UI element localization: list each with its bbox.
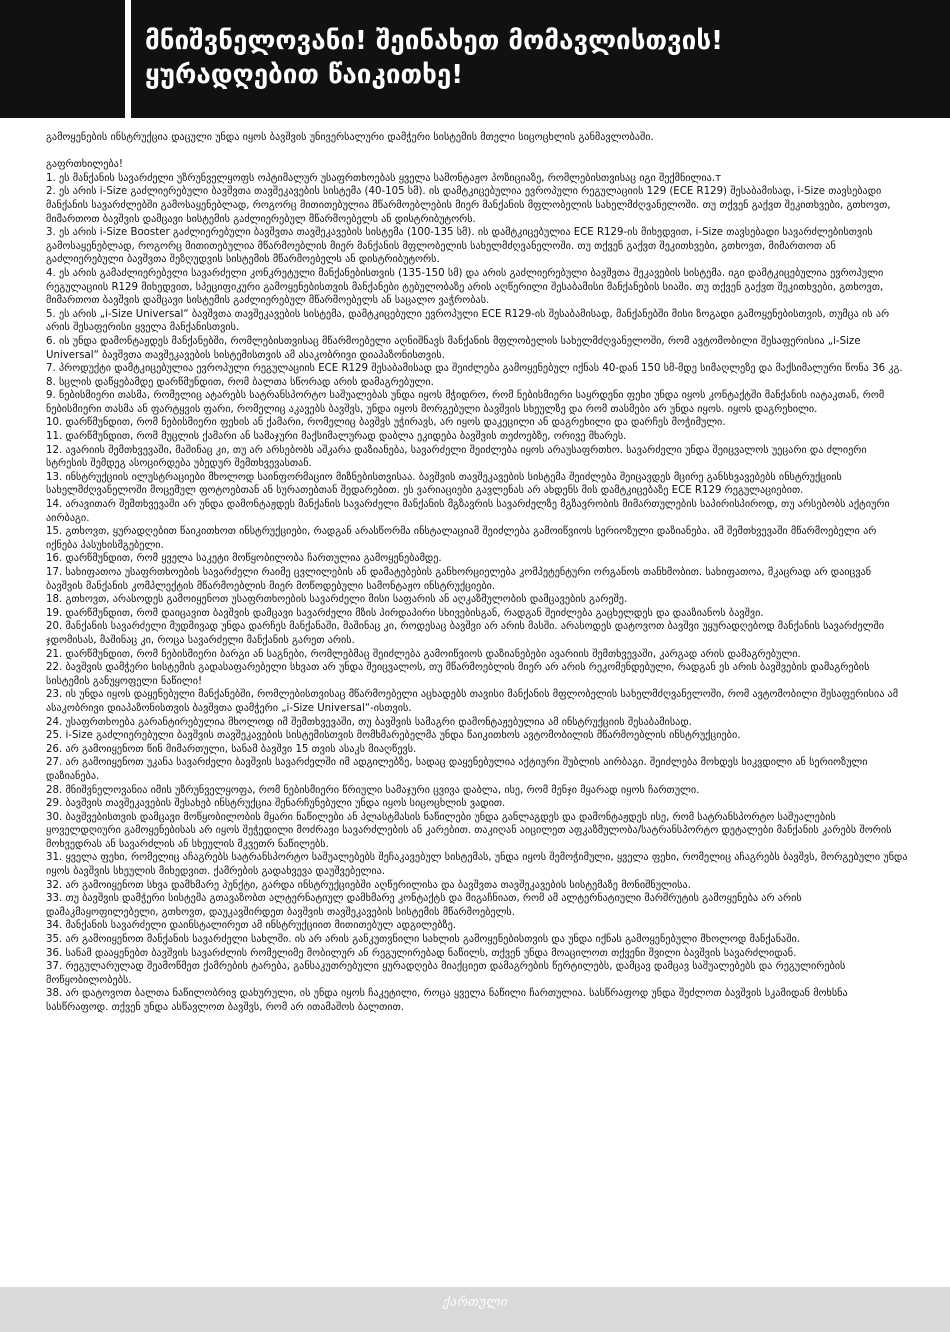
page-title [145,24,945,92]
warning-item: 29. ბავშვის თავშეკავების შესახებ ინსტრუქცია შენარჩუნებული უნდა იყოს სიცოცხლის ვადით. [46,798,506,810]
title-line-1: მნიშვნელოვანი! შეინახეთ მომავლისთვის! [145,26,723,56]
header-accent-block [0,0,125,118]
warning-item: 11. დარწმუნდით, რომ მუცლის ქამარი ან სამაჯური მაქსიმალურად დაბლა ეკიდება ბავშვის თეძოებზე, ორივე მხარეს. [46,431,627,443]
warning-item: 6. ის უნდა დამონტაჟდეს მანქანებში, რომლებისთვისაც მწარმოებელი აღნიშნავს მანქანის მფლობელის სახელმძღვანელოში, რომ ავტომობილი შესაფერისია „i-Size Universal“ ბავშვთა თავშეკავების სისტემისთვის ამ ასაკობრივი დიაპაზონისთვის. [46,335,861,361]
warning-item: 12. ავარიის შემთხვევაში, მაშინაც კი, თუ არ არსებობს აშკარა დაზიანება, სავარძელი შეიძლება იყოს არაუსაფრთხო. სავარძელი უნდა შეიცვალოს უეცარი და ძლიერი სტრესის შემდეგ ასოცირდება უბედურ შემთხვევასთან. [46,444,867,470]
warning-item: 2. ეს არის i-Size გაძლიერებული ბავშვთა თავშეკავების სისტემა (40-105 სმ). ის დამტკიცებულია ევროპული რეგულაციის 129 (ECE R129) შესაბამისად, i-Size თავსებადი მანქანის სავარძლებში გამოსაყენებლად, როგორც მითითებულია მწარმოებლების მიერ მანქანის მფლობელის სახელმძღვანელოში. თუ თქვენ გაქვთ შეკითხვები, გთხოვთ, მიმართოთ ბავშვის დამცავი სისტემის გაძლიერებულ მწარმოებელს ან დისტრიბუტორს. [46,186,891,225]
warning-item: 30. ბავშვებისთვის დამცავი მოწყობილობის მყარი ნაწილები ან პლასტმასის ნაწილები უნდა განლაგდეს და დამონტაჟდეს ისე, რომ სატრანსპორტო საშუალების ყოველდღიური გამოყენებისას არ იყოს შეჭედილი მოძრავი სავარძლების ან კარებით. თაკიღან აიცილეთ აფკაზმულობა/სატრანსპორტო დეტალები მანქანის კარებს შორის მოხვედრას ან სავარძლის ან სხეულის მკვეთრ ნაწილებს. [46,811,892,850]
warning-item: 8. სცლის დაწყებამდე დარწმუნდით, რომ ბალთა სწორად არის დამაგრებული. [46,376,434,388]
warning-item: 15. გთხოვთ, ყურადღებით წაიკითხოთ ინსტრუქციები, რადგან არასწორმა ინსტალაციამ შეიძლება გამოიწვიოს სერიოზული დაზიანება. ამ შემთხვევაში მწარმოებელი არ იქნება პასუხისმგებელი. [46,526,877,551]
warning-item: 27. არ გამოიყენოთ უკანა სავარძელი ბავშვის სავარძელში იმ ადგილებზე, სადაც დაყენებულია აქტიური შუბლის აირბაგი. შეიძლება მოხდეს სიკვდილი ან სერიოზული დაზიანება. [46,757,868,782]
warning-item: 18. გთხოვთ, არასოდეს გამოიყენოთ უსაფრთხოების სავარძელი მისი საფარის ან აღკაზმულობის დამცავების გარეშე. [46,594,628,606]
warning-item: 26. არ გამოიყენოთ წინ მიმართული, სანამ ბავშვი 15 თვის ასაკს მიაღწევს. [46,743,417,755]
warning-item: 22. ბავშვის დამჭერი სისტემის გადასაფარებელი სხვათ არ უნდა შეიცვალოს, თუ მწარმოებლის მიერ არ არის რეკომენდებული, რადგან ეს არის ბავშვების დამაგრების სისტემის განუყოფელი ნაწილი! [46,662,870,687]
warning-item: 33. თუ ბავშვის დამჭერი სისტემა გთავაზობთ ალტერნატიულ დამხმარე კონტაქტს და მიგაჩნიათ, რომ ამ ალტერნატიული მარშრუტის გამოყენება არ არის დამაკმაყოფილებელი, გთხოვთ, დაუკავშირდეთ ბავშვის თავშეკავების სისტემის მწარმოებელს. [46,893,802,918]
warning-item: 35. არ გამოიყენოთ მანქანის სავარძელი სახლში. ის არ არის განკუთვნილი სახლის გამოყენებისთვის და უნდა იქნას გამოყენებული მხოლოდ მანქანაში. [46,934,800,946]
instructions-body [46,131,908,1271]
warning-item: 38. არ დატოვოთ ბალთა ნაწილობრივ დახურული, ის უნდა იყოს ჩაკეტილი, როცა ყველა ნაწილი ჩართულია. სასწრაფოდ უნდა შეძლოთ ბავშვის სკამიდან მოხსნა სასწრაფოდ. თქვენ უნდა ასწავლოთ ბავშვს, რომ არ ითამაშოს ბალთით. [46,988,848,1013]
title-line-2: ყურადღებით წაიკითხე! [145,60,464,90]
warning-item: 36. სანამ დააყენებთ ბავშვის სავარძლის რომელიმე მობილურ ან რეგულირებად ნაწილს, თქვენ უნდა მოაცილოთ თქვენი შვილი ბავშვის სავარძლიდან. [46,947,797,959]
warning-item: 14. არავითარ შემთხვევაში არ უნდა დამონტაჟდეს მანქანის სავარძელი მანქანის მგზავრის სავარძელზე მგზავრობის მიმართულების საპირისპიროდ, თუ არსებობს აქტიური აირბაგი. [46,499,890,524]
warning-item: 23. ის უნდა იყოს დაყენებული მანქანებში, რომლებისთვისაც მწარმოებელი აცხადებს თავისი მანქანის მფლობელის სახელმძღვანელოში, რომ ავტომობილი შესაფერისია ამ ასაკობრივი დიაპაზონისთვის ბავშვთა დამჭერი „i-Size Universal“-ისთვის. [46,689,899,714]
language-label: ქართული [442,1295,508,1310]
warning-item: 9. ნებისმიერი თასმა, რომელიც ატარებს სატრანსპორტო საშუალებას უნდა იყოს მჭიდრო, რომ ნებისმიერი საყრდენი ფეხი უნდა იყოს კონტაქტში მანქანის იატაკთან, რომ ნებისმიერი თასმა ან ფარტყვის ფარი, რომელიც აკავებს ბავშვს, უნდა იყოს მორგებული ბავშვის სხეულზე და რომ თასმები არ უნდა იყოს. იყოს დაგრეხილი. [46,390,885,415]
warning-item: 31. ყველა ფეხი, რომელიც აჩაგრებს სატრანსპორტო საშუალებებს შეჩაკავებულ სისტემას, უნდა იყოს შემოჭიმული, ყველა ფეხი, რომელიც აჩაგრებს ბავშვს, მორგებული უნდა იყოს ბავშვის სხეულის მიხედვით. ქამრების გადახვევა დაუშვებელია. [46,852,908,878]
warning-item: 19. დარწმუნდით, რომ დაიცავით ბავშვის დამცავი სავარძელი მზის პირდაპირი სხივებისგან, რადგან შეიძლება გაცხელდეს და დააზიანოს ბავშვი. [46,607,764,619]
warning-item: 21. დარწმუნდით, რომ ნებისმიერი ბარგი ან საგნები, რომლებმაც შეიძლება გამოიწვიოს დაზიანებები ავარიის შემთხვევაში, კარგად არის დამაგრებული. [46,648,801,660]
warning-item: 25. i-Size გაძლიერებული ბავშვის თავშეკავების სისტემისთვის მომხმარებელმა უნდა წაიკითხოს ავტომობილის მწარმოებლის ინსტრუქციები. [46,730,741,742]
warning-item: 20. მანქანის სავარძელი მუდმივად უნდა დარჩეს მანქანაში, მაშინაც კი, როდესაც ბავშვი არ არის მასში. არასოდეს დატოვოთ ბავშვი უყურადღებოდ მანქანის სავარძელში ჯდომისას, მაშინაც კი, როცა სავარძელი მანქანის გარეთ არის. [46,621,885,646]
warning-item: 1. ეს მანქანის სავარძელი უზრუნველყოფს ოპტიმალურ უსაფრთხოებას ყველა სამონტაჟო პოზიციაზე, რომლებისთვისაც იგი შექმნილია.т [46,172,722,184]
warning-item: 5. ეს არის „i-Size Universal“ ბავშვთა თავშეკავების სისტემა, დამტკიცებული ევროპული ECE R129-ის შესაბამისად, მანქანებში მისი ზოგადი გამოყენებისთვის, თუმცა ის არ არის შესაფერისი ყველა მანქანისთვის. [46,308,890,334]
warning-item: 17. სახიფათოა უსაფრთხოების სავარძელი რაიმე ცვლილების ან დამატებების განხორციელება კომპეტენტური ორგანოს თანხმობით. სახიფათოა, მკაცრად არ დაიცვან ბავშვის მანქანის კომპლექტის მწარმოებლის მიერ მოწოდებული სამონტაჟო ინსტრუქციები. [46,567,872,592]
intro-paragraph: გამოყენების ინსტრუქცია დაცული უნდა იყოს ბავშვის უნივერსალური დამჭერი სისტემის მთელი სიცოცხლის განმავლობაში. [46,132,654,143]
warning-item: 3. ეს არის i-Size Booster გაძლიერებული ბავშვთა თავშეკავების სისტემა (100-135 სმ). ის დამტკიცებულია ECE R129-ის მიხედვით, i-Size თავსებადი სავარძლებისთვის გამოსაყენებლად, როგორც მითითებულია მწარმოებლის მიერ მანქანის მფლობელის სახელმძღვანელოში. თუ თქვენ გაქვთ შეკითხვები, გთხოვთ, მიმართოთ ან გაძლიერებული ბავშვთა შეზღუდვის სისტემის მწარმოებელს ან დისტრიბუტორს. [46,227,873,266]
warning-heading: გაფრთხილება! [46,159,123,171]
warning-item: 16. დარწმუნდით, რომ ყველა საკეტი მოწყობილობა ჩართულია გამოყენებამდე. [46,553,442,565]
warning-item: 4. ეს არის გამაძლიერებელი სავარძელი კონკრეტული მანქანებისთვის (135-150 სმ) და არის გაძლიერებული ბავშვთა შეკავების სისტემა. იგი დამტკიცებულია ევროპული რეგულაციის R129 მიხედვით, სპეციფიკური გამოყენებისთვის მანქანები ტებულობაზე არის აღწერილი შესაბამისი მანქანების სიაში. თუ თქვენ გაქვთ შეკითხვები, გთხოვთ, მიმართოთ ბავშვის დამცავი სისტემის გაძლიერებულ მწარმოებელს ან საცალო ვაჭრობას. [46,267,884,307]
warning-item: 13. ინსტრუქციის ილუსტრაციები მხოლოდ საინფორმაციო მიზნებისთვისაა. ბავშვის თავშეკავების სისტემა შეიძლება შეიცავდეს მცირე განსხვავებებს ინსტრუქციის სახელმძღვანელოში მოცემულ ფოტოებთან ან სურათებთან შედარებით. ეს ვარიაციები გავლენას არ ახდენს მის დამტკიცებაზე ECE R129 რეგულაციებით. [46,471,842,497]
header-banner [131,0,950,118]
warning-item: 34. მანქანის სავარძელი დაინსტალირეთ ამ ინსტრუქციით მითითებულ ადგილებზე. [46,920,456,932]
warning-item: 37. რეგულარულად შეამოწმეთ ქამრების ტარება, განსაკუთრებული ყურადღება მიაქციეთ დამაგრების წერტილებს, დამცავ დამცავ საშუალებებს და რეგულირების მოწყობილობებს. [46,961,846,986]
footer-bar [0,1287,950,1332]
warning-item: 32. არ გამოიყენოთ სხვა დამხმარე პუნქტი, გარდა ინსტრუქციებში აღწერილისა და ბავშვთა თავშეკავების სისტემაზე მონიშნულისა. [46,879,691,891]
warning-item: 28. მნიშვნელოვანია იმის უზრუნველყოფა, რომ ნებისმიერი წრიული სამაჯური ცვივა დაბლა, ისე, რომ მენჯი მყარად იყოს ჩართული. [46,784,700,796]
warning-item: 7. პროდუქტი დამტკიცებულია ევროპული რეგულაციის ECE R129 შესაბამისად და შეიძლება გამოყენებულ იქნას 40-დან 150 სმ-მდე სიმაღლეზე და მაქსიმალური წონა 36 კგ. [46,363,903,375]
warning-item: 24. უსაფრთხოება გარანტირებულია მხოლოდ იმ შემთხვევაში, თუ ბავშვის სამაგრი დამონტაჟებულია ამ ინსტრუქციის შესაბამისად. [46,716,692,728]
warning-item: 10. დარწმუნდით, რომ ნებისმიერი ფეხის ან ქამარი, რომელიც ბავშვს უჭირავს, არ იყოს დაკეცილი ან დაგრეხილი და დარჩეს მოჭიმული. [46,417,726,429]
warning-list [46,172,908,1015]
